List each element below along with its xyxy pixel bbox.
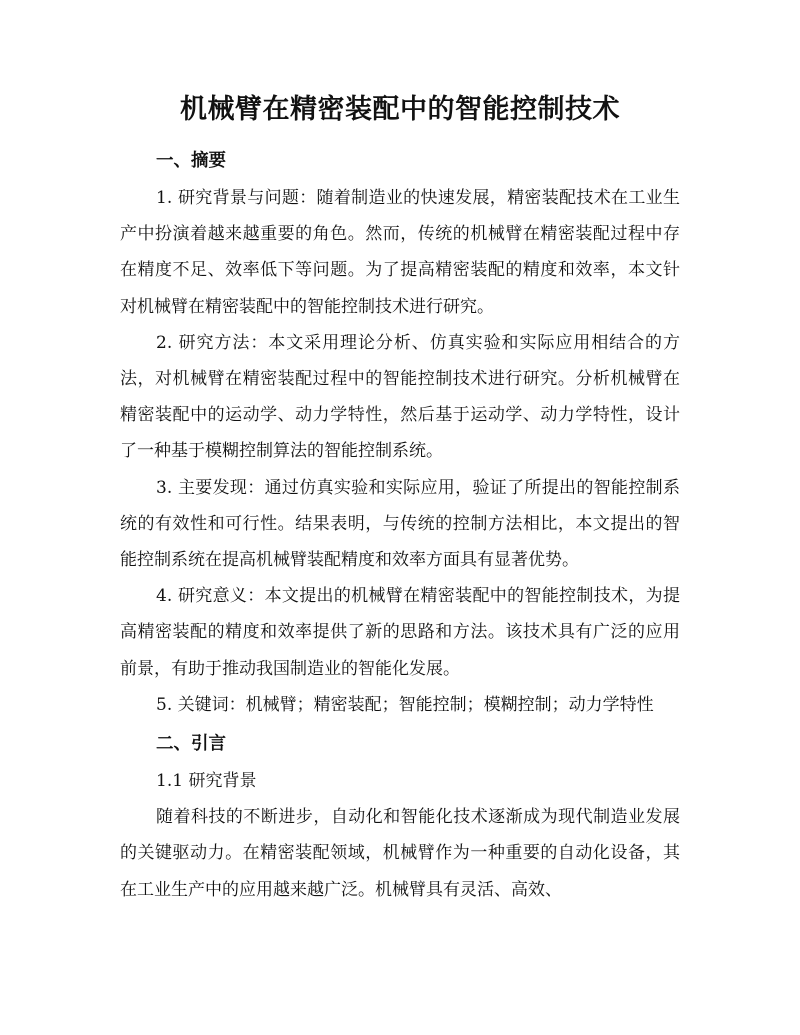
section-heading-introduction: 二、引言 — [156, 734, 226, 755]
document-body — [120, 142, 680, 908]
section-heading-abstract: 一、摘要 — [156, 151, 226, 171]
abstract-item-keywords: 5. 关键词：机械臂；精密装配；智能控制；模糊控制；动力学特性 — [156, 694, 654, 715]
abstract-item-significance: 4. 研究意义：本文提出的机械臂在精密装配中的智能控制技术，为提高精密装配的精度和效率提供了新的思路和方法。该技术具有广泛的应用前景，有助于推动我国制造业的智能化发展。 — [120, 586, 680, 679]
abstract-item-findings: 3. 主要发现：通过仿真实验和实际应用，验证了所提出的智能控制系统的有效性和可行性。结果表明，与传统的控制方法相比，本文提出的智能控制系统在提高机械臂装配精度和效率方面具有显著优势。 — [120, 477, 680, 571]
abstract-item-method: 2. 研究方法：本文采用理论分析、仿真实验和实际应用相结合的方法，对机械臂在精密装配过程中的智能控制技术进行研究。分析机械臂在精密装配中的运动学、动力学特性，然后基于运动学、动力学特性，设计了一种基于模糊控制算法的智能控制系统。 — [120, 332, 680, 462]
subsection-heading-background: 1.1 研究背景 — [156, 771, 257, 792]
abstract-item-background: 1. 研究背景与问题：随着制造业的快速发展，精密装配技术在工业生产中扮演着越来越重要的角色。然而，传统的机械臂在精密装配过程中存在精度不足、效率低下等问题。为了提高精密装配的精度和效率，本文针对机械臂在精密装配中的智能控制技术进行研究。 — [120, 188, 680, 317]
document-title: 机械臂在精密装配中的智能控制技术 — [180, 94, 620, 125]
introduction-paragraph: 随着科技的不断进步，自动化和智能化技术逐渐成为现代制造业发展的关键驱动力。在精密装配领域，机械臂作为一种重要的自动化设备，其在工业生产中的应用越来越广泛。机械臂具有灵活、高效、 — [120, 807, 680, 900]
